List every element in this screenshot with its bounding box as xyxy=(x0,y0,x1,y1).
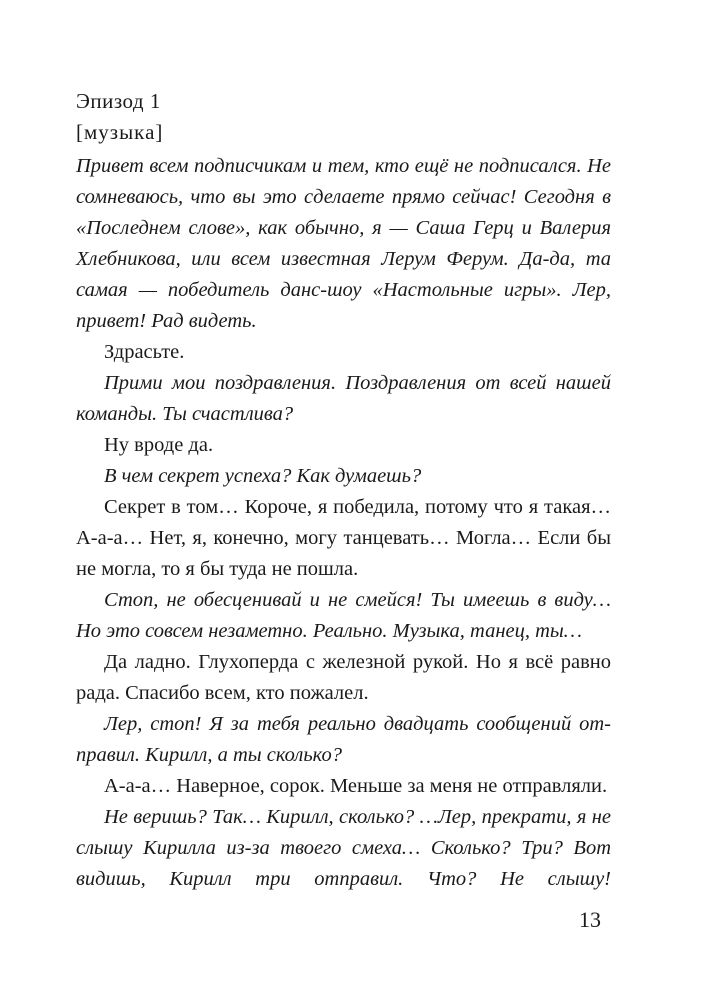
paragraph-host-intro: Привет всем подписчикам и тем, кто ещё не подписался. Не сомневаюсь, что вы это сделаете прямо сейчас! Сегодня в «Последнем слове», как обычно, я — Саша Герц и Валерия Хлебникова, или всем известная Лерум Ферум. Да-да, та самая — победитель данс-шоу «Настольные игры». Лер, привет! Рад видеть. xyxy=(76,155,611,332)
paragraph-host-stop: Стоп, не обесценивай и не смейся! Ты имеешь в виду… Но это совсем незаметно. Реально. Музыка, танец, ты… xyxy=(76,589,611,642)
paragraph-host-messages: Лер, стоп! Я за тебя реально двадцать сообщений отправил. Кирилл, а ты сколько? xyxy=(76,713,611,766)
sound-tag: [музыка] xyxy=(76,120,164,144)
page-body xyxy=(76,86,611,895)
paragraph-guest-yes: Ну вроде да. xyxy=(104,434,214,456)
episode-title: Эпизод 1 xyxy=(76,89,161,113)
paragraph-guest-forty: А-а-а… Наверное, сорок. Меньше за меня не отправляли. xyxy=(104,775,608,797)
paragraph-guest-hello: Здрасьте. xyxy=(104,341,185,363)
paragraph-guest-secret: Секрет в том… Короче, я победила, потому что я такая… А-а-а… Нет, я, конечно, могу танцевать… Могла… Если бы не могла, то я бы туда не пошла. xyxy=(76,496,611,580)
paragraph-host-congrats: Прими мои поздравления. Поздравления от всей нашей команды. Ты счастлива? xyxy=(76,372,611,425)
paragraph-host-kirill: Не веришь? Так… Кирилл, сколько? …Лер, прекрати, я не слышу Кирилла из-за твоего смеха… Сколько? Три? Вот видишь, Кирилл три отправил. Что? Не слышу! xyxy=(76,806,611,890)
paragraph-host-secret: В чем секрет успеха? Как думаешь? xyxy=(104,465,422,487)
page-number: 13 xyxy=(579,907,601,932)
paragraph-guest-glad: Да ладно. Глухоперда с железной рукой. Но я всё равно рада. Спасибо всем, кто пожалел. xyxy=(76,651,611,704)
